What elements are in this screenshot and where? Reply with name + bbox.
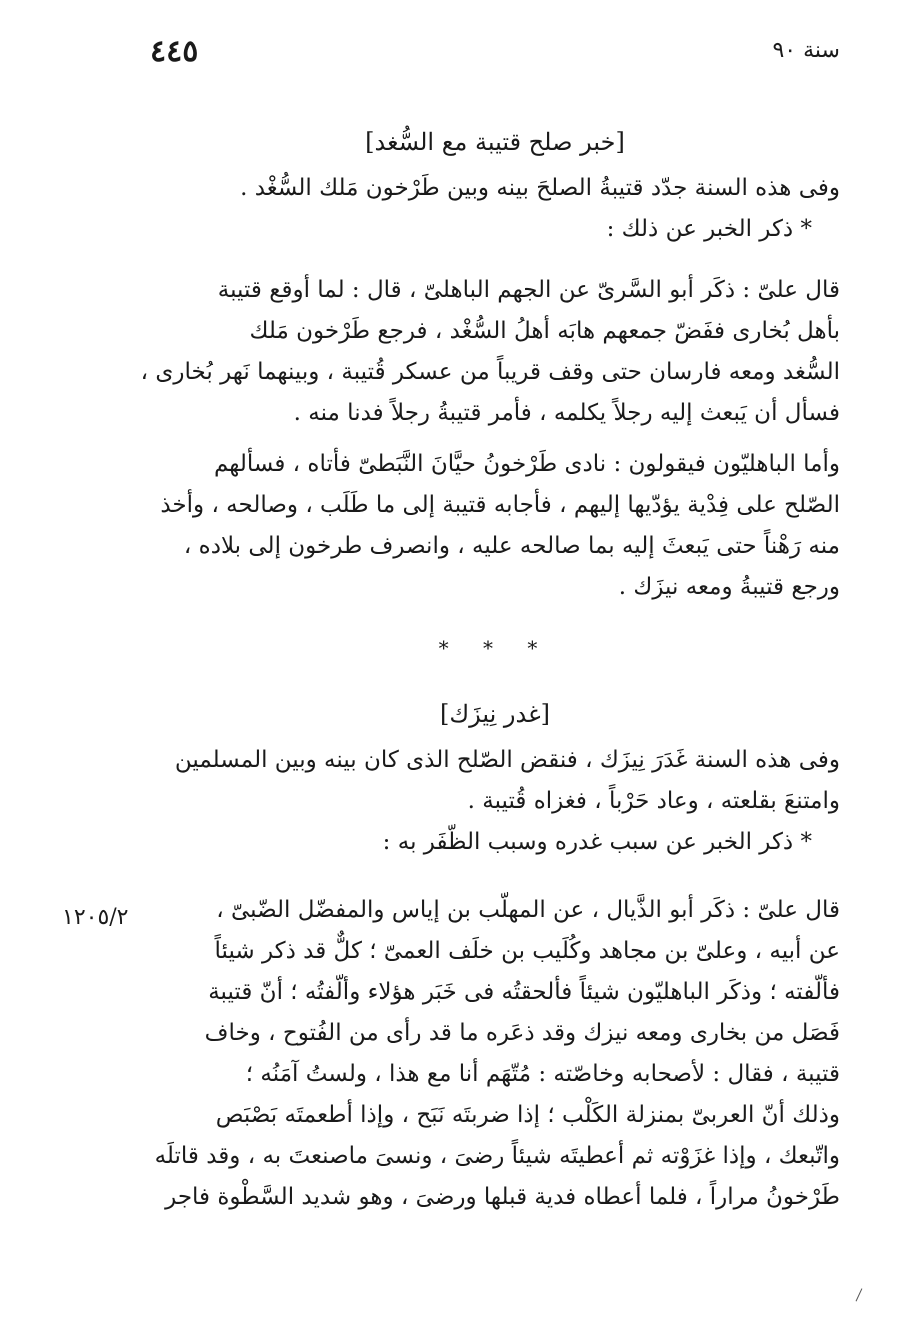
text-line: وفى هذه السنة غَدَرَ نِيزَك ، فنقض الصّلح الذى كان بينه وبين المسلمين (174, 747, 840, 773)
section-title-1: [خبر صلح قتيبة مع السُّغد] (365, 128, 625, 156)
running-head: سنة ٩٠ (772, 38, 840, 63)
section-title-2: [غدر نِيزَك] (439, 700, 551, 728)
text-line: عن أبيه ، وعلىّ بن مجاهد وكُلَيب بن خلَف العمىّ ؛ كلٌّ قد ذكر شيئاً (214, 938, 840, 964)
text-line: قال علىّ : ذكَر أبو السَّرىّ عن الجهم الباهلىّ ، قال : لما أوقع قتيبة (217, 277, 840, 303)
text-line: فَصَل من بخارى ومعه نيزك وقد ذعَره ما قد رأى من الفُتوح ، وخاف (204, 1020, 840, 1046)
text-line: وذلك أنّ العربىّ بمنزلة الكَلْب ؛ إذا ضربتَه نَبَح ، وإذا أطعمتَه بَصْبَص (215, 1102, 840, 1128)
section-2-intro (150, 740, 840, 863)
text-line: الصّلح على فِدْية يؤدّيها إليهم ، فأجابه قتيبة إلى ما طَلَب ، وصالحه ، وأخذ (160, 492, 840, 518)
text-line: قتيبة ، فقال : لأصحابه وخاصّته : مُتّهَم أنا مع هذا ، ولستُ آمَنُه ؛ (245, 1061, 840, 1087)
text-line: وفى هذه السنة جدّد قتيبةُ الصلحَ بينه وبين طَرْخون مَلك السُّغْد . (240, 175, 840, 201)
page-number: ٤٤٥ (150, 34, 199, 69)
section-separator: * * * (438, 636, 552, 660)
text-line: منه رَهْناً حتى يَبعثَ إليه بما صالحه عليه ، وانصرف طرخون إلى بلاده ، (183, 533, 840, 559)
text-line: وأما الباهليّون فيقولون : نادى طَرْخونُ حيَّانَ النَّبَطىّ فأتاه ، فسألهم (213, 451, 840, 477)
text-line: واتّبعك ، وإذا غزَوْته ثم أعطيتَه شيئاً رضىَ ، ونسىَ ماصنعتَ به ، وقد قاتلَه (154, 1143, 840, 1169)
text-line: * ذكر الخبر عن سبب غدره وسبب الظّفَر به : (382, 829, 812, 855)
text-line: ورجع قتيبةُ ومعه نيزَك . (618, 574, 840, 600)
page-header (150, 34, 840, 74)
text-line: فسأل أن يَبعث إليه رجلاً يكلمه ، فأمر قتيبةُ رجلاً فدنا منه . (293, 400, 840, 426)
text-line: * ذكر الخبر عن ذلك : (606, 216, 812, 242)
text-line: بأهل بُخارى ففَضّ جمعهم هابَه أهلُ السُّغْد ، فرجع طَرْخون مَلك (249, 318, 840, 344)
text-line: قال علىّ : ذكَر أبو الذَّيال ، عن المهلّب بن إياس والمفضّل الضّبىّ ، (216, 897, 840, 923)
section-2-paragraph-1 (150, 890, 840, 1218)
margin-reference: ١٢٠٥/٢ (62, 905, 129, 930)
section-1-paragraph-1 (140, 270, 840, 434)
text-line: السُّغد ومعه فارسان حتى وقف قريباً من عسكر قُتيبة ، وبينهما نَهر بُخارى ، (140, 359, 840, 385)
text-line: فألّفته ؛ وذكَر الباهليّون شيئاً فألحقتُه فى خَبَر هؤلاء وألّفتُه ؛ أنّ قتيبة (208, 979, 840, 1005)
text-line: طَرْخونُ مراراً ، فلما أعطاه فدية قبلها ورضىَ ، وهو شديد السَّطْوة فاجر (165, 1184, 840, 1210)
text-line: وامتنعَ بقلعته ، وعاد حَرْباً ، فغزاه قُتيبة . (467, 788, 840, 814)
section-1-paragraph-2 (150, 444, 840, 608)
scan-mark (856, 1288, 872, 1305)
section-1-intro (150, 168, 840, 250)
